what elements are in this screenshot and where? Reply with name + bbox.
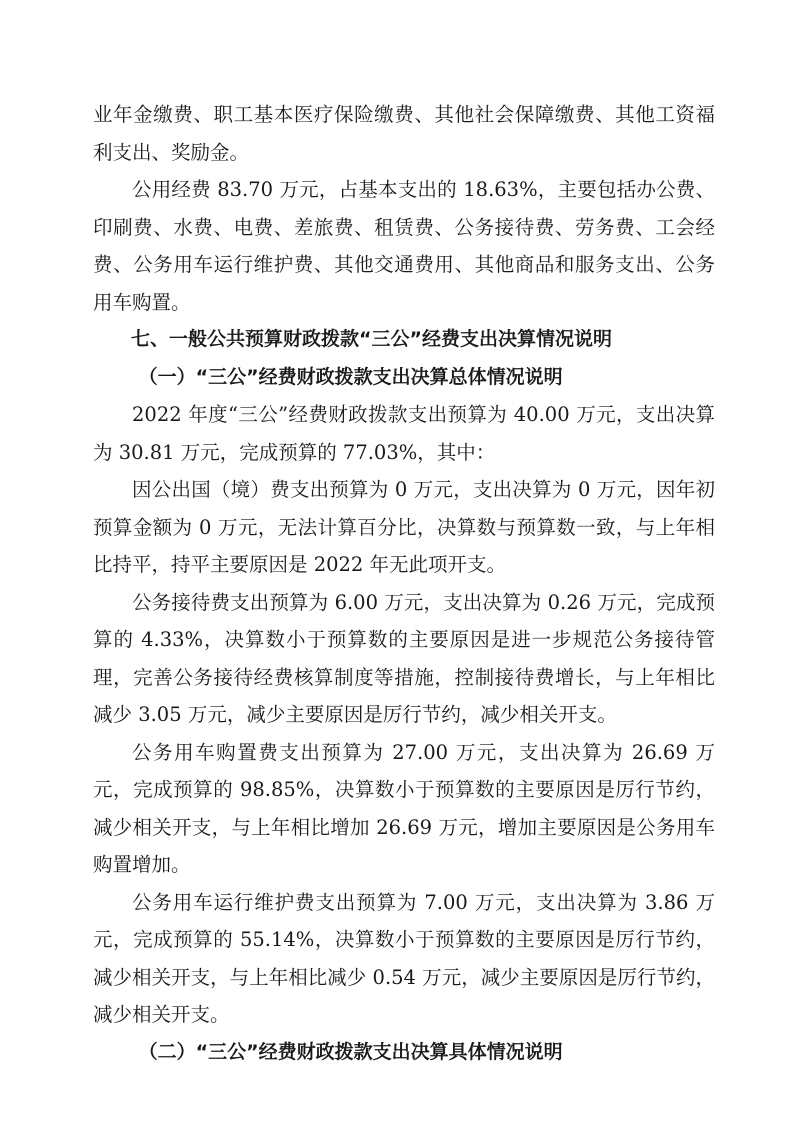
subheading-detailed: （二）“三公”经费财政拨款支出决算具体情况说明 <box>138 1040 563 1063</box>
paragraph-total-budget: 2022 年度“三公”经费财政拨款支出预算为 40.00 万元，支出决算为 30.81 万元，完成预算的 77.03%，其中： <box>93 403 715 464</box>
paragraph-public-expenses: 公用经费 83.70 万元，占基本支出的 18.63%，主要包括办公费、印刷费、水费、电费、差旅费、租赁费、公务接待费、劳务费、工会经费、公务用车运行维护费、其他交通费用、其他商品和服务支出、公务用车购置。 <box>93 178 715 314</box>
paragraph-vehicle-purchase: 公务用车购置费支出预算为 27.00 万元，支出决算为 26.69 万元，完成预算的 98.85%，决算数小于预算数的主要原因是厉行节约，减少相关开支，与上年相比增加 26.69 万元，增加主要原因是公务用车购置增加。 <box>93 740 715 876</box>
document-body <box>93 96 715 1071</box>
paragraph-reception: 公务接待费支出预算为 6.00 万元，支出决算为 0.26 万元，完成预算的 4.33%，决算数小于预算数的主要原因是进一步规范公务接待管理，完善公务接待经费核算制度等措施，控制接待费增长，与上年相比减少 3.05 万元，减少主要原因是厉行节约，减少相关开支。 <box>93 590 715 726</box>
paragraph-continued-welfare: 业年金缴费、职工基本医疗保险缴费、其他社会保障缴费、其他工资福利支出、奖励金。 <box>93 103 715 164</box>
paragraph-vehicle-maintenance: 公务用车运行维护费支出预算为 7.00 万元，支出决算为 3.86 万元，完成预算的 55.14%，决算数小于预算数的主要原因是厉行节约，减少相关开支，与上年相比减少 0.54 万元，减少主要原因是厉行节约，减少相关开支。 <box>93 890 715 1026</box>
section-heading-three-public: 七、一般公共预算财政拨款“三公”经费支出决算情况说明 <box>131 328 612 350</box>
paragraph-overseas-travel: 因公出国（境）费支出预算为 0 万元，支出决算为 0 万元，因年初预算金额为 0 万元，无法计算百分比，决算数与预算数一致，与上年相比持平，持平主要原因是 2022 年无此项开支。 <box>93 478 715 576</box>
subheading-overall: （一）“三公”经费财政拨款支出决算总体情况说明 <box>138 365 563 388</box>
